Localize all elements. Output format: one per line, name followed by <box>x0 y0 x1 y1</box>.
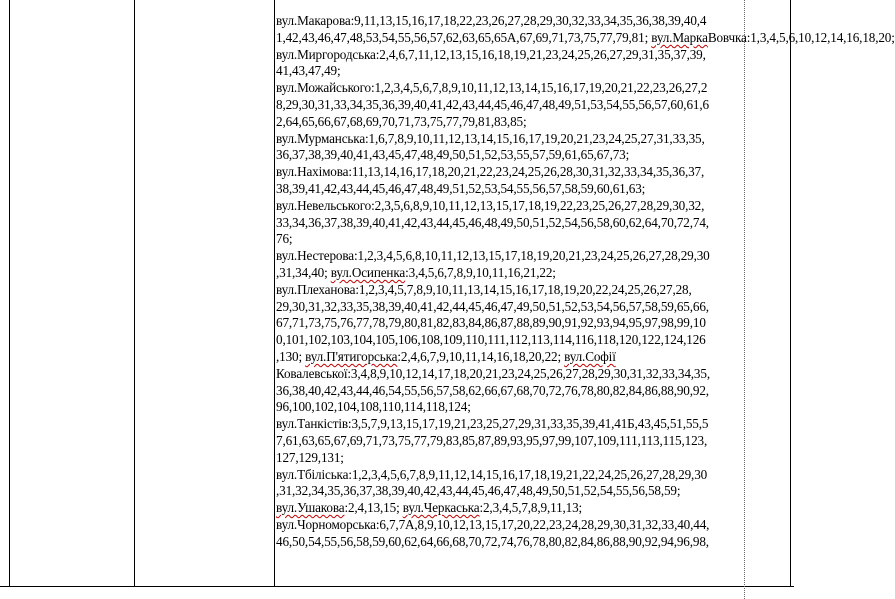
street-text: вул.Можайського:1,2,3,4,5,6,7,8,9,10,11,12,13,14,15,16,17,19,20,21,22,23,26,27,2 <box>276 80 708 96</box>
text-line <box>276 315 788 332</box>
text-line <box>276 399 788 416</box>
street-text: вул.Тбіліська:1,2,3,4,5,6,7,8,9,11,12,14,15,16,17,18,19,21,22,24,25,26,27,28,29,30 <box>276 466 708 482</box>
spellcheck-flagged-street: вул.Ушакова <box>276 500 345 516</box>
text-line <box>276 332 788 349</box>
street-text: 0,101,102,103,104,105,106,108,109,110,111,112,113,114,116,118,120,122,124,126 <box>276 332 706 348</box>
street-text: вул.Макарова:9,11,13,15,16,17,18,22,23,26,27,28,29,30,32,33,34,35,36,38,39,40,4 <box>276 13 707 28</box>
text-line <box>276 467 788 484</box>
street-text: 29,30,31,32,33,35,38,39,40,41,42,44,45,46,47,49,50,51,52,53,54,56,57,58,59,65,66, <box>276 298 709 314</box>
street-text: :3,4,5,6,7,8,9,10,11,16,21,22; <box>405 264 556 280</box>
text-line <box>276 215 788 232</box>
street-text: 96,100,102,104,108,110,114,118,124; <box>276 399 471 415</box>
text-line <box>276 164 788 181</box>
text-line <box>276 433 788 450</box>
text-line <box>276 63 788 80</box>
street-text: ,130; <box>276 348 306 364</box>
table-column-divider-2 <box>274 0 275 587</box>
street-text: вул.Невельського:2,3,5,6,8,9,10,11,12,13,15,17,18,19,22,23,25,26,27,28,29,30,32, <box>276 197 705 213</box>
street-text: вул.Миргородська:2,4,6,7,11,12,13,15,16,18,19,21,23,24,25,26,27,29,31,35,37,39, <box>276 46 706 62</box>
street-text: 7,61,63,65,67,69,71,73,75,77,79,83,85,87,89,93,95,97,99,107,109,111,113,115,123, <box>276 432 708 448</box>
street-text: вул.Чорноморська:6,7,7А,8,9,10,12,13,15,17,20,22,23,24,28,29,30,31,32,33,40,44, <box>276 516 710 532</box>
text-line <box>276 416 788 433</box>
street-text: 36,38,40,42,43,44,46,54,55,56,57,58,62,66,67,68,70,72,76,78,80,82,84,86,88,90,92, <box>276 382 709 398</box>
spellcheck-flagged-street: вул.Черкаська <box>402 500 480 516</box>
text-line <box>276 47 788 64</box>
text-line <box>276 517 788 534</box>
text-line <box>276 80 788 97</box>
text-line <box>276 29 895 47</box>
street-text: 2,64,65,66,67,68,69,70,71,73,75,77,79,81,83,85; <box>276 113 527 129</box>
text-line <box>276 231 788 248</box>
spellcheck-flagged-street: вул.Софії <box>564 348 616 364</box>
spellcheck-flagged-street: вул.П'ятигорська <box>305 348 398 364</box>
street-text: 41,43,47,49; <box>276 63 341 79</box>
text-line <box>276 248 788 265</box>
street-text: 8,29,30,31,33,34,35,36,39,40,41,42,43,44,45,46,47,48,49,51,53,54,55,56,57,60,61,6 <box>276 96 709 112</box>
street-text: :2,4,13,15; <box>344 500 403 516</box>
text-line <box>276 13 788 30</box>
street-text: 33,34,36,37,38,39,40,41,42,43,44,45,46,48,49,50,51,52,54,56,58,60,62,64,70,72,74, <box>276 214 709 230</box>
street-text: 1,42,43,46,47,48,53,54,55,56,57,62,63,65,65А,67,69,71,73,75,77,79,81; <box>276 29 652 45</box>
text-line <box>276 265 788 282</box>
street-text: ,31,34,40; <box>276 264 331 280</box>
text-line <box>276 349 788 366</box>
street-text: ,31,32,34,35,36,37,38,39,40,42,43,44,45,46,47,48,49,50,51,52,54,55,56,58,59; <box>276 483 681 499</box>
street-text: 67,71,73,75,76,77,78,79,80,81,82,83,84,86,87,88,89,90,91,92,93,94,95,97,98,99,10 <box>276 315 706 331</box>
street-text: вул.Плеханова:1,2,3,4,5,7,8,9,10,11,13,14,15,16,17,18,19,20,22,24,25,26,27,28, <box>276 281 692 297</box>
street-text: вул.Нестерова:1,2,3,4,5,6,8,10,11,12,13,15,17,18,19,20,21,23,24,25,26,27,28,29,30 <box>276 248 710 264</box>
spellcheck-flagged-street: вул.Осипенка <box>330 264 406 280</box>
text-line <box>276 366 788 383</box>
street-text: вул.Танкістів:3,5,7,9,13,15,17,19,21,23,25,27,29,31,33,35,39,41,41Б,43,45,51,55,5 <box>276 416 709 432</box>
text-line <box>276 114 788 131</box>
table-border-right <box>790 0 791 587</box>
table-row-bottom-border <box>0 586 794 587</box>
street-text: вул.Нахімова:11,13,14,16,17,18,20,21,22,23,24,25,26,28,30,31,32,33,34,35,36,37, <box>276 164 705 180</box>
street-text: :2,3,4,5,7,8,9,11,13; <box>479 500 583 516</box>
street-text: 76; <box>276 231 293 247</box>
text-line <box>276 500 788 517</box>
text-line <box>276 131 788 148</box>
street-text: 127,129,131; <box>276 449 344 465</box>
text-line <box>276 198 788 215</box>
street-text: :2,4,6,7,9,10,11,14,16,18,20,22; <box>397 348 565 364</box>
street-text: 46,50,54,55,56,58,59,60,62,64,66,68,70,72,74,76,78,80,82,84,86,88,90,92,94,96,98, <box>276 533 709 549</box>
text-line <box>276 97 788 114</box>
street-text: Ковалевської:3,4,8,9,10,12,14,17,18,20,21,23,24,25,26,27,28,29,30,31,32,33,34,35, <box>276 365 710 381</box>
street-list-cell[interactable] <box>276 13 895 551</box>
text-line <box>276 282 788 299</box>
text-line <box>276 181 788 198</box>
table-column-divider-1 <box>134 0 135 587</box>
text-line <box>276 383 788 400</box>
text-line <box>276 534 788 551</box>
table-border-left <box>9 0 10 587</box>
street-text: 36,37,38,39,40,41,43,45,47,48,49,50,51,52,53,55,57,59,61,65,67,73; <box>276 147 630 163</box>
text-line <box>276 299 788 316</box>
street-text: вул.Мурманська:1,6,7,8,9,10,11,12,13,14,15,16,17,19,20,21,23,24,25,27,31,33,35, <box>276 130 705 146</box>
street-text: 38,39,41,42,43,44,45,46,47,48,49,51,52,53,54,55,56,57,58,59,60,61,63; <box>276 180 646 196</box>
street-text: Вовчка:1,3,4,5,6,10,12,14,16,18,20; <box>707 29 895 45</box>
spellcheck-flagged-street: вул.Марка <box>651 29 708 45</box>
text-line <box>276 450 788 467</box>
text-line <box>276 483 788 500</box>
text-line <box>276 147 788 164</box>
